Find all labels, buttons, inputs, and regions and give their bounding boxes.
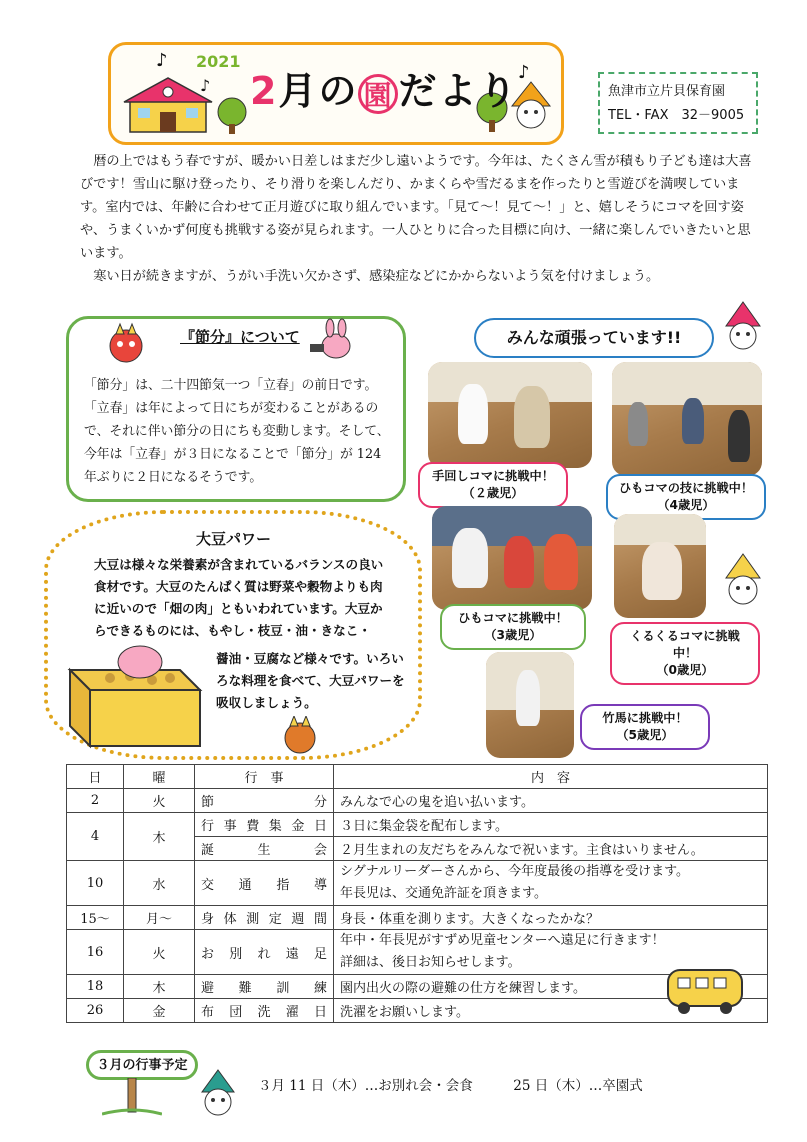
cell-day: 4: [67, 813, 124, 861]
cell-event: 交通指導: [195, 861, 334, 906]
caption-line: （5歳児）: [616, 728, 674, 742]
photo-3yo-himokoma: [432, 506, 592, 610]
school-name: 魚津市立片貝保育園: [608, 84, 726, 99]
cell-details: 身長・体重を測ります。大きくなったかな？: [334, 906, 768, 930]
caption-line: ひもコマに挑戦中！: [458, 611, 568, 625]
cell-weekday: 火: [124, 789, 195, 813]
setsubun-title: 『節分』について: [180, 328, 300, 346]
photo-4yo-himokoma: [612, 362, 762, 476]
soy-power-title: 大豆パワー: [196, 530, 272, 548]
caption-3yo: [440, 604, 586, 650]
cell-weekday: 木: [124, 813, 195, 861]
title-month: 2: [250, 69, 279, 113]
intro-text: [80, 150, 760, 288]
table-row: [67, 975, 768, 999]
cell-day: 15～: [67, 906, 124, 930]
header-event: 行 事: [195, 765, 334, 789]
caption-line: （２歳児）: [462, 486, 524, 500]
cell-details: 洗濯をお願いします。: [334, 999, 768, 1023]
cell-event: お別れ遠足: [195, 930, 334, 975]
photo-section-banner: みんな頑張っています!!: [474, 318, 714, 358]
caption-line: （0歳児）: [656, 663, 714, 677]
cell-weekday: 水: [124, 861, 195, 906]
mascot-icon: [718, 552, 768, 612]
table-row: [67, 930, 768, 975]
table-header-row: [67, 765, 768, 789]
soy-power-body: 大豆は様々な栄養素が含まれているバランスの良い食材です。大豆のたんぱく質は野菜や穀物よりも肉に近いので「畑の肉」ともいわれています。大豆からできるものには、もやし・枝豆・油・きなこ・: [94, 557, 384, 638]
caption-line: 手回しコマに挑戦中！: [432, 469, 554, 483]
cell-weekday: 月～: [124, 906, 195, 930]
school-tel: TEL・FAX 32－9005: [608, 108, 745, 123]
header-day: 日: [67, 765, 124, 789]
caption-0yo: [610, 622, 760, 685]
cell-event: 避難訓練: [195, 975, 334, 999]
photo-2yo-koma: [428, 362, 592, 468]
cell-details: [334, 861, 768, 906]
cell-event: 布団洗濯日: [195, 999, 334, 1023]
cell-details: ２月生まれの友だちをみんなで祝います。主食はいりません。: [334, 837, 768, 861]
caption-line: くるくるコマに挑戦中！: [630, 629, 740, 660]
cell-day: 10: [67, 861, 124, 906]
mascot-icon: [720, 300, 766, 358]
soybean-masu-box-icon: [60, 640, 210, 750]
cell-event: 節分: [195, 789, 334, 813]
photo-0yo-kurukuru: [614, 514, 706, 618]
details-line: 詳細は、後日お知らせします。: [340, 955, 521, 970]
title-mid: 月の: [278, 69, 359, 113]
table-row: [67, 789, 768, 813]
header-details: 内 容: [334, 765, 768, 789]
cell-weekday: 木: [124, 975, 195, 999]
newsletter-title: [250, 60, 518, 115]
title-end: だより: [398, 69, 519, 113]
cell-event: 身体測定週間: [195, 906, 334, 930]
bus-icon: [664, 964, 748, 1016]
signpost-icon: [102, 1078, 162, 1118]
music-note-icon: ♪: [518, 62, 530, 83]
table-row: [67, 813, 768, 837]
caption-line: 竹馬に挑戦中！: [602, 711, 688, 725]
caption-line: （4歳児）: [657, 498, 715, 512]
year-label: 2021: [196, 52, 241, 71]
cell-weekday: 火: [124, 930, 195, 975]
rabbit-icon: [308, 318, 356, 362]
caption-line: （3歳児）: [484, 628, 542, 642]
cell-day: 18: [67, 975, 124, 999]
cell-day: 16: [67, 930, 124, 975]
school-info-box: [598, 72, 758, 134]
schedule-table: [66, 764, 768, 1023]
header-weekday: 曜: [124, 765, 195, 789]
cell-details: みんなで心の鬼を追い払います。: [334, 789, 768, 813]
setsubun-body: 「節分」は、二十四節気一つ「立春」の前日です。「立春」は年によって日にちが変わることがあるので、それに伴い節分の日にちも変動します。そして、今年は「立春」が３日になることで「節分」が 124 年ぶりに２日になるそうです。: [84, 378, 390, 485]
details-line: 年長児は、交通免許証を頂きます。: [340, 886, 547, 901]
photo-5yo-takeuma: [486, 652, 574, 758]
tree-icon: [212, 96, 252, 136]
cell-details: 園内出火の際の避難の仕方を練習します。: [334, 975, 768, 999]
soy-power-body-continued: 醤油・豆腐など様々です。いろいろな料理を食べて、大豆パワーを吸収しましょう。: [216, 651, 405, 710]
details-line: 年中・年長児がすずめ児童センターへ遠足に行きます！: [340, 933, 665, 948]
cell-day: 2: [67, 789, 124, 813]
music-note-icon: ♪: [156, 50, 168, 71]
oni-demon-icon: [276, 716, 324, 756]
caption-5yo: [580, 704, 710, 750]
march-schedule-tag: ３月の行事予定: [86, 1050, 198, 1080]
cell-day: 26: [67, 999, 124, 1023]
caption-line: ひもコマの技に挑戦中！: [618, 481, 754, 495]
cell-event: 誕生会: [195, 837, 334, 861]
caption-2yo: [418, 462, 568, 508]
title-en-circle: 園: [358, 74, 398, 114]
music-note-icon: ♪: [200, 76, 211, 95]
intro-paragraph: 暦の上ではもう春ですが、暖かい日差しはまだ少し遠いようです。今年は、たくさん雪が積もり子ども達は大喜びです！雪山に駆け登ったり、そり滑りを楽しんだり、かまくらや雪だるまを作ったりと雪遊びを満喫しています。室内では、年齢に合わせて正月遊びに取り組んでいます。「見て～！見て～！」と、嬉しそうにコマを回す姿や、うまくいかず何度も挑戦する姿が見られます。一人ひとりに合った目標に向け、一緒に楽しんでいきたいと思います。: [80, 154, 752, 261]
cell-event: 行事費集金日: [195, 813, 334, 837]
march-schedule-text: ３月 11 日（木）…お別れ会・会食 25 日（木）…卒園式: [258, 1078, 643, 1094]
intro-paragraph: 寒い日が続きますが、うがい手洗い欠かさず、感染症などにかからないよう気を付けましょう。: [93, 269, 660, 284]
cell-details: ３日に集金袋を配布します。: [334, 813, 768, 837]
table-row: [67, 999, 768, 1023]
details-line: シグナルリーダーさんから、今年度最後の指導を受けます。: [340, 864, 690, 879]
table-row: [67, 906, 768, 930]
oni-demon-icon: [104, 322, 148, 366]
mascot-icon: [194, 1068, 242, 1122]
cell-weekday: 金: [124, 999, 195, 1023]
table-row: [67, 861, 768, 906]
